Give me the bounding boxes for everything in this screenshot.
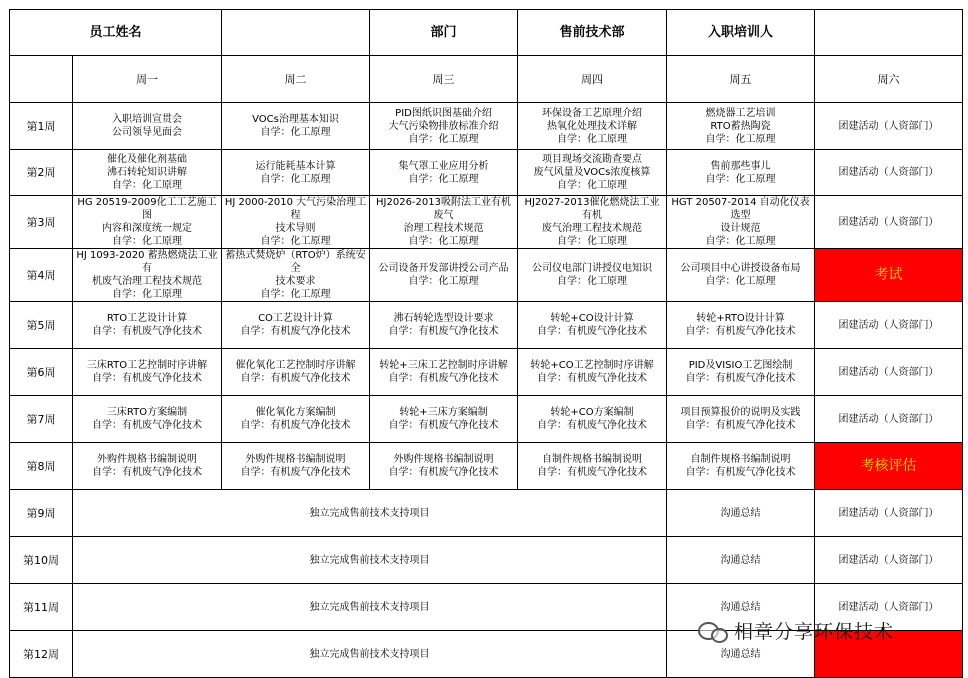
cell-line: 外购件规格书编制说明: [393, 454, 494, 465]
highlight-cell: [815, 443, 963, 490]
cell-line: 转轮+RTO设计计算: [696, 313, 785, 324]
schedule-cell: [370, 302, 518, 349]
cell-line: 设计规范: [720, 223, 761, 234]
schedule-cell: [518, 150, 667, 196]
project-cell: 独立完成售前技术支持项目: [73, 490, 667, 537]
schedule-cell: [667, 249, 815, 302]
summary-cell: 沟通总结: [667, 631, 815, 678]
weekday-row: [10, 56, 963, 103]
schedule-cell: [73, 443, 222, 490]
cell-line: 自学：有机废气净化技术: [92, 373, 202, 384]
week-label: 第12周: [10, 631, 73, 678]
cell-line: 自学：有机废气净化技术: [388, 467, 499, 478]
cell-line: 售前那些事儿: [710, 160, 771, 172]
cell-line: 公司仪电部门讲授仪电知识: [532, 263, 653, 274]
week-label: 第2周: [10, 150, 73, 196]
cell-line: 运行能耗基本计算: [255, 160, 336, 172]
cell-line: 自制件规格书编制说明: [542, 454, 643, 465]
watermark: [698, 617, 894, 644]
cell-line: 自学：有机废气净化技术: [388, 373, 499, 384]
weekday-wed: 周三: [370, 56, 518, 103]
table-row: [10, 302, 963, 349]
schedule-cell: [518, 302, 667, 349]
cell-line: 自学：化工原理: [557, 133, 628, 145]
cell-line: 团建活动（人资部门）: [838, 167, 939, 178]
week-label: 第4周: [10, 249, 73, 302]
cell-line: HJ2026-2013吸附法工业有机废气: [376, 197, 511, 221]
schedule-cell: [222, 443, 370, 490]
schedule-cell: [222, 103, 370, 150]
cell-line: CO工艺设计计算: [258, 313, 333, 324]
schedule-cell: [370, 103, 518, 150]
table-row: [10, 103, 963, 150]
cell-line: 转轮+三床工艺控制时序讲解: [379, 360, 508, 371]
cell-line: 项目预算报价的说明及实践: [680, 407, 801, 418]
cell-line: 自学：有机废气净化技术: [388, 420, 499, 431]
schedule-cell: [815, 396, 963, 443]
watermark-text: 相章分享环保技术: [734, 621, 895, 643]
schedule-cell: [222, 349, 370, 396]
schedule-cell: [815, 302, 963, 349]
department-value: 售前技术部: [518, 10, 667, 56]
schedule-cell: [73, 150, 222, 196]
schedule-cell: [222, 396, 370, 443]
cell-line: 转轮+CO方案编制: [550, 407, 634, 418]
table-row: [10, 150, 963, 196]
week-rows: [10, 103, 963, 490]
cell-line: 公司领导见面会: [112, 127, 182, 138]
cell-line: 自学：化工原理: [408, 236, 479, 247]
cell-line: HJ 1093-2020 蓄热燃烧法工业有: [76, 250, 218, 274]
week-label: 第10周: [10, 537, 73, 584]
cell-line: 公司项目中心讲授设备布局: [680, 263, 801, 274]
weekday-thu: 周四: [518, 56, 667, 103]
cell-line: 自学：有机废气净化技术: [240, 467, 351, 478]
cell-line: 自学：有机废气净化技术: [240, 373, 351, 384]
schedule-cell: [73, 249, 222, 302]
cell-line: 燃烧器工艺培训: [705, 107, 776, 119]
later-week-rows: [10, 490, 963, 678]
schedule-cell: [667, 302, 815, 349]
cell-line: 自学：有机废气净化技术: [92, 420, 202, 431]
cell-line: 环保设备工艺原理介绍: [542, 107, 643, 119]
employee-name-label: 员工姓名: [10, 10, 222, 56]
week-label: 第7周: [10, 396, 73, 443]
cell-line: 自学：有机废气净化技术: [537, 373, 648, 384]
cell-line: 自制件规格书编制说明: [690, 454, 791, 465]
schedule-cell: [370, 443, 518, 490]
cell-line: 沸石转轮选型设计要求: [393, 313, 494, 324]
header-row: [10, 10, 963, 56]
schedule-cell: [815, 103, 963, 150]
schedule-cell: [667, 196, 815, 249]
cell-line: 自学：有机废气净化技术: [685, 373, 796, 384]
cell-line: 自学：有机废气净化技术: [92, 467, 202, 478]
schedule-cell: [73, 103, 222, 150]
cell-line: 自学：化工原理: [112, 236, 182, 247]
employee-name-value: [222, 10, 370, 56]
cell-line: 自学：有机废气净化技术: [240, 420, 351, 431]
cell-line: PID图纸识图基础介绍: [395, 107, 492, 119]
schedule-cell: [518, 396, 667, 443]
table-row: [10, 396, 963, 443]
cell-line: 催化及催化剂基础: [107, 154, 187, 165]
week-label: 第5周: [10, 302, 73, 349]
trainer-label: 入职培训人: [667, 10, 815, 56]
cell-line: 三床RTO工艺控制时序讲解: [86, 360, 208, 371]
cell-line: 自学：化工原理: [112, 289, 182, 300]
schedule-cell: [73, 196, 222, 249]
weekday-tue: 周二: [222, 56, 370, 103]
cell-line: 公司设备开发部讲授公司产品: [378, 263, 509, 274]
cell-line: 机废气治理工程技术规范: [92, 276, 202, 287]
weekday-mon: 周一: [73, 56, 222, 103]
cell-line: HGT 20507-2014 自动化仪表选型: [671, 197, 810, 221]
cell-line: 自学：化工原理: [260, 173, 331, 185]
week-label: 第9周: [10, 490, 73, 537]
cell-line: HG 20519-2009化工工艺施工图: [77, 197, 217, 221]
cell-line: 团建活动（人资部门）: [838, 366, 939, 378]
cell-line: 转轮+三床方案编制: [399, 407, 488, 418]
highlight-cell: [815, 249, 963, 302]
schedule-cell: [73, 349, 222, 396]
schedule-cell: [370, 150, 518, 196]
cell-line: PID及VISIO工艺图绘制: [688, 360, 793, 371]
cell-line: 自学：化工原理: [260, 236, 331, 247]
week-label: 第3周: [10, 196, 73, 249]
cell-line: 自学：化工原理: [557, 236, 628, 247]
schedule-cell: [815, 150, 963, 196]
cell-line: 热氧化处理技术详解: [547, 120, 638, 132]
schedule-cell: [815, 349, 963, 396]
schedule-cell: [667, 103, 815, 150]
cell-line: 转轮+CO工艺控制时序讲解: [530, 360, 654, 371]
cell-line: 自学：有机废气净化技术: [537, 326, 648, 337]
cell-line: 自学：化工原理: [408, 276, 479, 287]
cell-line: 催化氧化工艺控制时序讲解: [235, 360, 356, 371]
cell-line: 转轮+CO设计计算: [550, 313, 634, 324]
department-label: 部门: [370, 10, 518, 56]
schedule-cell: [667, 349, 815, 396]
saturday-cell: 团建活动（人资部门）: [815, 537, 963, 584]
training-schedule-table: [9, 9, 963, 678]
cell-line: 自学：有机废气净化技术: [537, 467, 648, 478]
cell-line: 沸石转轮知识讲解: [107, 167, 187, 178]
cell-line: 团建活动（人资部门）: [838, 120, 939, 132]
cell-line: RTO工艺设计计算: [106, 313, 188, 324]
cell-line: 入职培训宣贯会: [112, 114, 182, 125]
summary-cell: 沟通总结: [667, 537, 815, 584]
cell-line: 三床RTO方案编制: [106, 407, 188, 418]
cell-line: 自学：化工原理: [705, 236, 776, 247]
cell-line: 废气治理工程技术规范: [542, 223, 643, 234]
cell-line: 技术要求: [275, 276, 316, 287]
cell-line: 外购件规格书编制说明: [97, 454, 197, 465]
cell-line: 治理工程技术规范: [403, 223, 484, 234]
schedule-cell: [518, 349, 667, 396]
schedule-cell: [667, 443, 815, 490]
cell-line: 自学：化工原理: [408, 133, 479, 145]
schedule-cell: [222, 302, 370, 349]
schedule-cell: [370, 349, 518, 396]
cell-line: 自学：化工原理: [705, 173, 776, 185]
trainer-value: [815, 10, 963, 56]
project-cell: 独立完成售前技术支持项目: [73, 537, 667, 584]
cell-line: 蓄热式焚烧炉（RTO炉）系统安全: [225, 250, 366, 274]
week-label: 第6周: [10, 349, 73, 396]
schedule-cell: [370, 249, 518, 302]
cell-line: 外购件规格书编制说明: [245, 454, 346, 465]
schedule-cell: [518, 443, 667, 490]
cell-line: 团建活动（人资部门）: [838, 216, 939, 228]
cell-line: 自学：化工原理: [408, 173, 479, 185]
cell-line: 自学：化工原理: [557, 180, 628, 191]
cell-line: 自学：化工原理: [260, 127, 331, 138]
cell-line: 自学：有机废气净化技术: [685, 326, 796, 337]
saturday-cell: 团建活动（人资部门）: [815, 584, 963, 631]
cell-line: 考试: [874, 266, 903, 283]
table-row: [10, 537, 963, 584]
weekday-corner: [10, 56, 73, 103]
cell-line: 内容和深度统一规定: [102, 223, 192, 234]
summary-cell: 沟通总结: [667, 584, 815, 631]
table-row: [10, 249, 963, 302]
schedule-cell: [222, 249, 370, 302]
cell-line: 自学：有机废气净化技术: [537, 420, 648, 431]
week-label: 第1周: [10, 103, 73, 150]
schedule-cell: [73, 302, 222, 349]
cell-line: 团建活动（人资部门）: [838, 413, 939, 425]
chat-bubbles-icon: [698, 620, 728, 642]
cell-line: VOCs治理基本知识: [252, 114, 339, 125]
table-row: [10, 349, 963, 396]
saturday-cell: 团建活动（人资部门）: [815, 490, 963, 537]
cell-line: 项目现场交流勘查要点: [542, 154, 643, 165]
schedule-cell: [222, 150, 370, 196]
cell-line: RTO蓄热陶瓷: [710, 120, 771, 132]
schedule-cell: [73, 396, 222, 443]
cell-line: 技术导则: [275, 223, 316, 234]
cell-line: 大气污染物排放标准介绍: [388, 120, 499, 132]
cell-line: 自学：化工原理: [260, 289, 331, 300]
schedule-cell: [370, 396, 518, 443]
week-label: 第8周: [10, 443, 73, 490]
project-cell: 独立完成售前技术支持项目: [73, 631, 667, 678]
cell-line: 考核评估: [860, 457, 917, 474]
schedule-cell: [370, 196, 518, 249]
schedule-cell: [222, 196, 370, 249]
schedule-cell: [667, 150, 815, 196]
project-cell: 独立完成售前技术支持项目: [73, 584, 667, 631]
table-row: [10, 196, 963, 249]
cell-line: 催化氧化方案编制: [255, 407, 336, 418]
cell-line: 废气风量及VOCs浓度核算: [533, 167, 651, 178]
summary-cell: 沟通总结: [667, 490, 815, 537]
schedule-cell: [518, 196, 667, 249]
cell-line: 团建活动（人资部门）: [838, 319, 939, 331]
table-row: [10, 443, 963, 490]
table-row: [10, 490, 963, 537]
cell-line: 自学：化工原理: [112, 180, 182, 191]
cell-line: 自学：有机废气净化技术: [685, 467, 796, 478]
schedule-cell: [518, 103, 667, 150]
schedule-cell: [815, 196, 963, 249]
weekday-fri: 周五: [667, 56, 815, 103]
cell-line: HJ2027-2013催化燃烧法工业有机: [524, 197, 660, 221]
week-label: 第11周: [10, 584, 73, 631]
schedule-cell: [667, 396, 815, 443]
cell-line: 自学：有机废气净化技术: [240, 326, 351, 337]
cell-line: 集气罩工业应用分析: [398, 160, 489, 172]
cell-line: 自学：化工原理: [557, 276, 628, 287]
cell-line: 自学：化工原理: [705, 276, 776, 287]
cell-line: 自学：化工原理: [705, 133, 776, 145]
cell-line: 自学：有机废气净化技术: [388, 326, 499, 337]
cell-line: 自学：有机废气净化技术: [685, 420, 796, 431]
schedule-cell: [518, 249, 667, 302]
weekday-sat: 周六: [815, 56, 963, 103]
cell-line: HJ 2000-2010 大气污染治理工程: [224, 197, 367, 221]
cell-line: 自学：有机废气净化技术: [92, 326, 202, 337]
